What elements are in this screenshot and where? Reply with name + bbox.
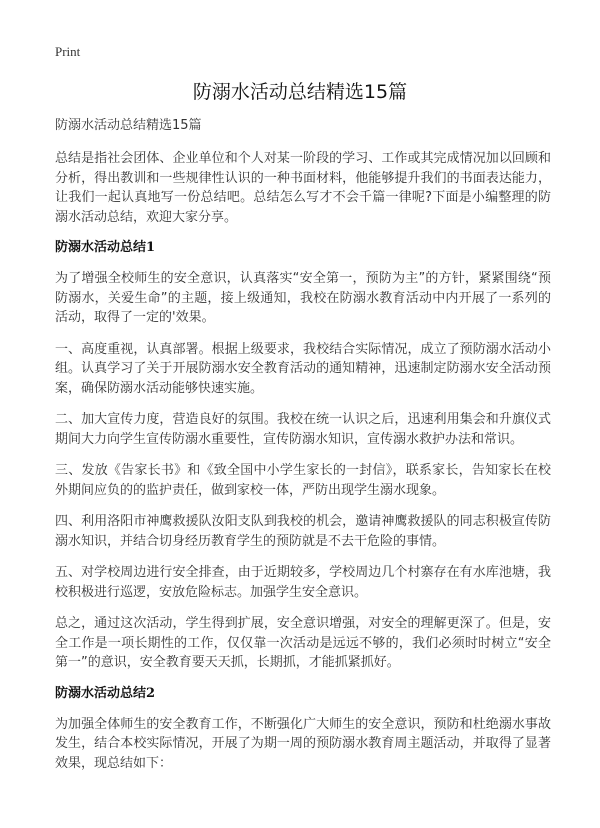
intro-paragraph: 总结是指社会团体、企业单位和个人对某一阶段的学习、工作或其完成情况加以回顾和分析，得出教训和一些规律性认识的一种书面材料，他能够提升我们的书面表达能力，让我们一起认真地写一份总结吧。总结怎么写才不会千篇一律呢?下面是小编整理的防溺水活动总结，欢迎大家分享。 (55, 151, 551, 225)
section1-paragraph-3: 二、加大宣传力度，营造良好的氛围。我校在统一认识之后，迅速利用集会和升旗仪式期间大力向学生宣传防溺水重要性，宣传防溺水知识，宣传溺水救护办法和常识。 (55, 412, 551, 447)
section1-paragraph-1: 为了增强全校师生的安全意识，认真落实“安全第一，预防为主”的方针，紧紧围绕“预防溺水，关爱生命”的主题，接上级通知，我校在防溺水教育活动中内开展了一系列的活动，取得了一定的'效果。 (55, 271, 551, 325)
print-link[interactable]: Print (55, 44, 81, 59)
section1-paragraph-7: 总之，通过这次活动，学生得到扩展，安全意识增强，对安全的理解更深了。但是，安全工作是一项长期性的工作，仅仅靠一次活动是远远不够的，我们必须时时树立“安全第一”的意识，安全教育要天天抓，长期抓，才能抓紧抓好。 (55, 616, 551, 670)
section2-paragraph-1: 为加强全体师生的安全教育工作，不断强化广大师生的安全意识，预防和杜绝溺水事故发生，结合本校实际情况，开展了为期一周的预防溺水教育周主题活动，并取得了显著效果，现总结如下： (55, 716, 551, 771)
section-heading-2: 防溺水活动总结2 (55, 685, 156, 701)
document-body (55, 117, 551, 785)
section1-paragraph-2: 一、高度重视，认真部署。根据上级要求，我校结合实际情况，成立了预防溺水活动小组。认真学习了关于开展防溺水安全教育活动的通知精神，迅速制定防溺水安全活动预案，确保防溺水活动能够快速实施。 (55, 341, 551, 396)
section1-paragraph-4: 三、发放《告家长书》和《致全国中小学生家长的一封信》，联系家长，告知家长在校外期间应负的的监护责任，做到家校一体，严防出现学生溺水现象。 (55, 463, 551, 498)
document-title: 防溺水活动总结精选15篇 (192, 81, 408, 103)
section-heading-1: 防溺水活动总结1 (55, 240, 156, 255)
document-subtitle: 防溺水活动总结精选15篇 (55, 118, 202, 133)
section1-paragraph-5: 四、利用洛阳市神鹰救援队汝阳支队到我校的机会，邀请神鹰救援队的同志积极宣传防溺水知识，并结合切身经历教育学生的预防就是不去干危险的事情。 (55, 514, 551, 549)
section1-paragraph-6: 五、对学校周边进行安全排查，由于近期较多，学校周边几个村寨存在有水库池塘，我校积极进行巡逻，安放危险标志。加强学生安全意识。 (55, 565, 551, 600)
